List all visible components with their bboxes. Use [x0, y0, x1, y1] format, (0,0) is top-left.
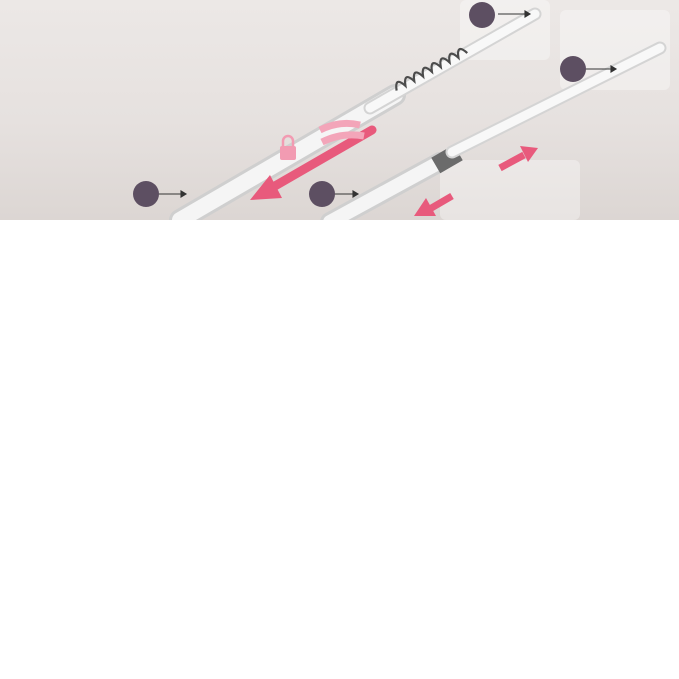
- notice-section: [0, 220, 679, 679]
- pole-b-upper: [370, 14, 535, 108]
- pole-b-right: [452, 48, 660, 152]
- pole-c-right: [330, 145, 463, 220]
- badge-b: [469, 2, 495, 28]
- lock-icon: [280, 136, 296, 160]
- hero-banner: [0, 0, 679, 220]
- badge-b: [560, 56, 586, 82]
- arrow-icon: [414, 196, 452, 216]
- arrow-icon: [500, 146, 538, 168]
- badge-c: [133, 181, 159, 207]
- pole-illustration: [0, 0, 679, 220]
- badge-c: [309, 181, 335, 207]
